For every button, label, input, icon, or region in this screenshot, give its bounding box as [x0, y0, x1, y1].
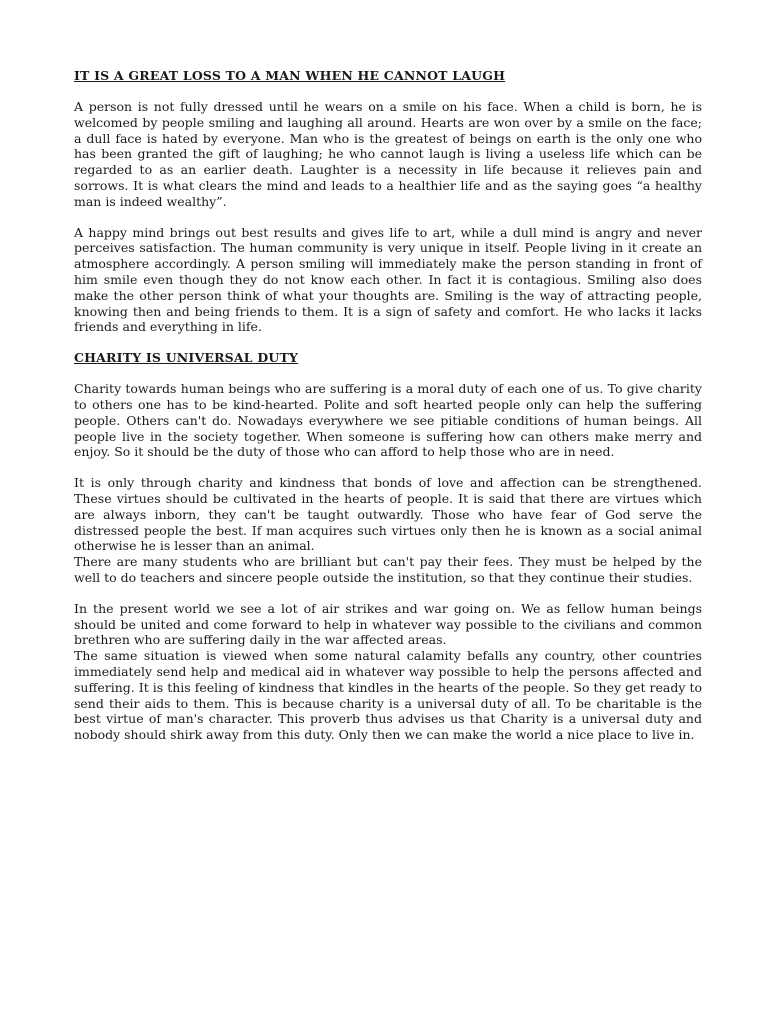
paragraph: It is only through charity and kindness that bonds of love and affection can be strengthened. These virtues should be cultivated in the hearts of people. It is said that there are virtues which are always inborn, they can't be taught outwardly. Those who have fear of God serve the distressed people the best. If man acquires such virtues only then he is known as a social animal otherwise he is lesser than an animal. — [74, 475, 702, 554]
paragraph: There are many students who are brilliant but can't pay their fees. They must be helped by the well to do teachers and sincere people outside the institution, so that they continue their studies. — [74, 554, 702, 585]
paragraph: Charity towards human beings who are suffering is a moral duty of each one of us. To give charity to others one has to be kind-hearted. Polite and soft hearted people only can help the suffering people. Others can't do. Nowadays everywhere we see pitiable conditions of human beings. All people live in the society together. When someone is suffering how can others make merry and enjoy. So it should be the duty of those who can afford to help those who are in need. — [74, 381, 702, 460]
paragraph: In the present world we see a lot of air strikes and war going on. We as fellow human beings should be united and come forward to help in whatever way possible to the civilians and common brethren who are suffering daily in the war affected areas. — [74, 600, 702, 648]
document-page — [74, 68, 702, 758]
essay-heading-laugh: IT IS A GREAT LOSS TO A MAN WHEN HE CANNOT LAUGH — [74, 68, 506, 83]
paragraph: A happy mind brings out best results and gives life to art, while a dull mind is angry and never perceives satisfaction. The human community is very unique in itself. People living in it create an atmosphere accordingly. A person smiling will immediately make the person standing in front of him smile even though they do not know each other. In fact it is contagious. Smiling also does make the other person think of what your thoughts are. Smiling is the way of attracting people, knowing then and being friends to them. It is a sign of safety and comfort. He who lacks it lacks friends and everything in life. — [74, 224, 702, 335]
paragraph: A person is not fully dressed until he wears on a smile on his face. When a child is born, he is welcomed by people smiling and laughing all around. Hearts are won over by a smile on the face; a dull face is hated by everyone. Man who is the greatest of beings on earth is the only one who has been granted the gift of laughing; he who cannot laugh is living a useless life which can be regarded to as an earlier death. Laughter is a necessity in life because it relieves pain and sorrows. It is what clears the mind and leads to a healthier life and as the saying goes “a healthy man is indeed wealthy”. — [74, 99, 702, 209]
essay-heading-charity: CHARITY IS UNIVERSAL DUTY — [74, 350, 299, 366]
paragraph: The same situation is viewed when some natural calamity befalls any country, other countries immediately send help and medical aid in whatever way possible to help the persons affected and suffering. It is this feeling of kindness that kindles in the hearts of the people. So they get ready to send their aids to them. This is because charity is a universal duty of all. To be charitable is the best virtue of man's character. This proverb thus advises us that Charity is a universal duty and nobody should shirk away from this duty. Only then we can make the world a nice place to live in. — [74, 648, 702, 743]
